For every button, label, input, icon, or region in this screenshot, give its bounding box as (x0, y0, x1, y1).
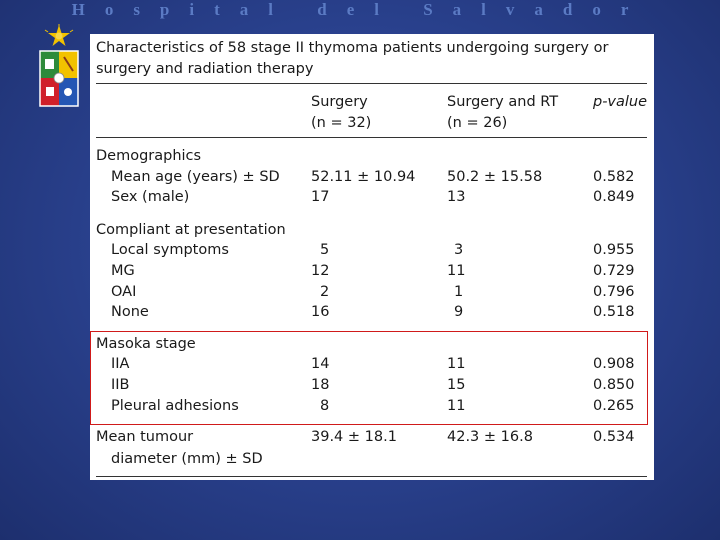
row-sex-p: 0.849 (593, 189, 635, 205)
row-iia-surgery: 14 (311, 356, 330, 372)
section-compliant: Compliant at presentation (96, 222, 286, 238)
row-iib-surgery: 18 (311, 377, 330, 393)
col-header-rt: Surgery and RT (447, 94, 559, 110)
row-mg-p: 0.729 (593, 263, 635, 279)
row-local-surgery: 5 (320, 242, 330, 258)
thymoma-table (90, 34, 654, 480)
row-mg-rt: 11 (447, 263, 466, 279)
row-oai-surgery: 2 (320, 284, 330, 300)
rule-bottom (96, 476, 647, 477)
col-header-pvalue: p-value (593, 94, 648, 110)
row-pleural-label: Pleural adhesions (111, 398, 239, 414)
row-tumour-label: Mean tumour (96, 429, 194, 445)
row-iib-p: 0.850 (593, 377, 635, 393)
row-iia-rt: 11 (447, 356, 466, 372)
row-tumour-rt: 42.3 ± 16.8 (447, 429, 533, 445)
row-none-rt: 9 (454, 304, 464, 320)
col-header-surgery: Surgery (311, 94, 368, 110)
row-sex-rt: 13 (447, 189, 466, 205)
row-none-surgery: 16 (311, 304, 330, 320)
hospital-header: Hospital del Salvador (71, 0, 649, 19)
rule-top (96, 83, 647, 84)
row-oai-p: 0.796 (593, 284, 635, 300)
row-tumour-p: 0.534 (593, 429, 635, 445)
row-oai-label: OAI (111, 284, 137, 300)
row-none-p: 0.518 (593, 304, 635, 320)
row-mg-label: MG (111, 263, 135, 279)
row-iib-rt: 15 (447, 377, 466, 393)
row-age-rt: 50.2 ± 15.58 (447, 169, 543, 185)
col-header-rt-n: (n = 26) (447, 115, 508, 131)
row-tumour-label-2: diameter (mm) ± SD (111, 451, 263, 467)
row-oai-rt: 1 (454, 284, 464, 300)
row-local-label: Local symptoms (111, 242, 229, 258)
table-title: Characteristics of 58 stage II thymoma patients undergoing surgery or surgery and radiation therapy (96, 40, 609, 77)
row-none-label: None (111, 304, 149, 320)
col-header-surgery-n: (n = 32) (311, 115, 372, 131)
row-pleural-surgery: 8 (320, 398, 330, 414)
section-demographics: Demographics (96, 148, 202, 164)
row-tumour-surgery: 39.4 ± 18.1 (311, 429, 397, 445)
section-masoka: Masoka stage (96, 336, 196, 352)
rule-header (96, 137, 647, 138)
row-local-rt: 3 (454, 242, 464, 258)
row-iib-label: IIB (111, 377, 130, 393)
row-mg-surgery: 12 (311, 263, 330, 279)
row-local-p: 0.955 (593, 242, 635, 258)
row-iia-label: IIA (111, 356, 130, 372)
row-age-surgery: 52.11 ± 10.94 (311, 169, 416, 185)
row-pleural-rt: 11 (447, 398, 466, 414)
row-age-p: 0.582 (593, 169, 635, 185)
row-iia-p: 0.908 (593, 356, 635, 372)
row-sex-label: Sex (male) (111, 189, 190, 205)
row-sex-surgery: 17 (311, 189, 330, 205)
university-crest-icon (38, 24, 80, 110)
row-age-label: Mean age (years) ± SD (111, 169, 280, 185)
row-pleural-p: 0.265 (593, 398, 635, 414)
